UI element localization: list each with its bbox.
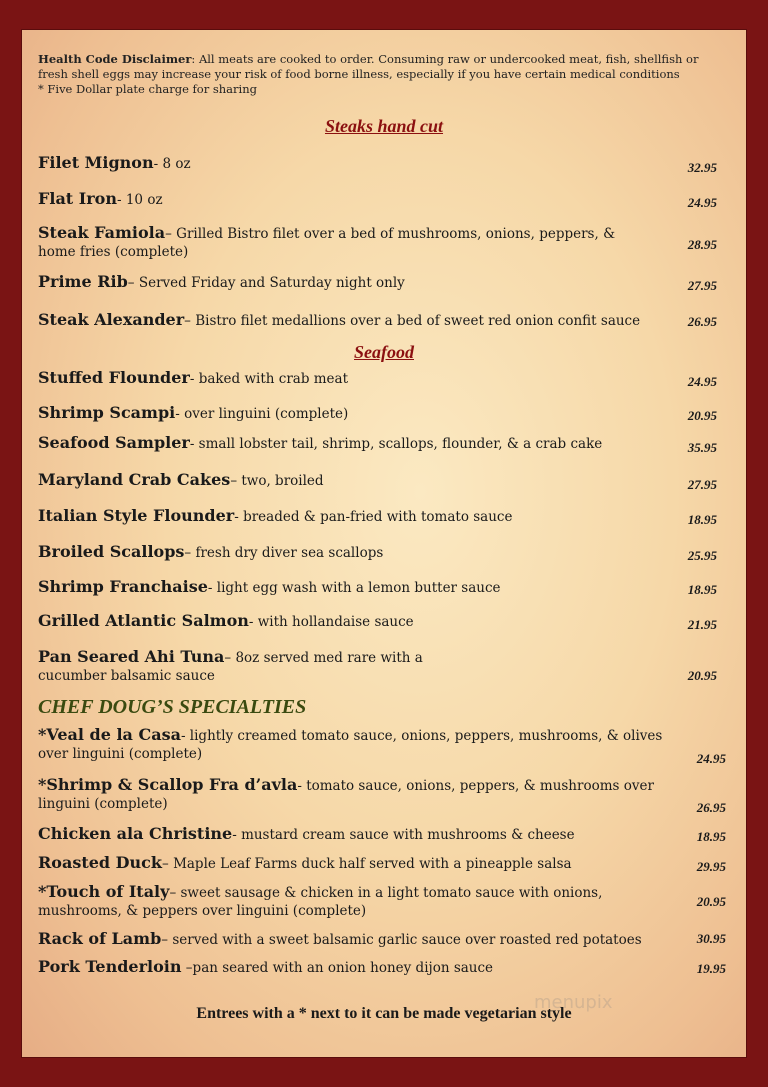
menu-item: Grilled Atlantic Salmon- with hollandaise sauce (38, 611, 414, 630)
item-name: Broiled Scallops (38, 542, 185, 561)
item-name: Rack of Lamb (38, 929, 162, 948)
item-name: Roasted Duck (38, 853, 163, 872)
menu-item: Flat Iron- 10 oz (38, 189, 163, 208)
menu-item: Stuffed Flounder- baked with crab meat (38, 368, 349, 387)
item-desc: tomato sauce, onions, peppers, & mushrooms over linguini (complete) (38, 778, 654, 812)
menu-item: Chicken ala Christine- mustard cream sauce with mushrooms & cheese (38, 824, 575, 843)
menu-item: Broiled Scallops– fresh dry diver sea scallops (38, 542, 384, 561)
item-name: Shrimp Scampi (38, 403, 176, 422)
item-price: 20.95 (696, 894, 726, 909)
menu-item: Pork Tenderloin –pan seared with an onion honey dijon sauce (38, 957, 494, 976)
menu-item: Filet Mignon- 8 oz (38, 153, 191, 172)
item-desc: Bistro filet medallions over a bed of sweet red onion confit sauce (195, 313, 641, 329)
item-desc: Grilled Bistro filet over a bed of mushrooms, onions, peppers, & home fries (complete) (38, 226, 616, 260)
menu-item: Maryland Crab Cakes– two, broiled (38, 470, 324, 489)
item-desc: pan seared with an onion honey dijon sauce (192, 960, 494, 976)
item-name: Steak Alexander (38, 310, 185, 329)
item-price: 27.95 (687, 477, 717, 492)
menu-item: Roasted Duck– Maple Leaf Farms duck half served with a pineapple salsa (38, 853, 572, 872)
item-price: 20.95 (687, 408, 717, 423)
menu-item: Seafood Sampler- small lobster tail, shrimp, scallops, flounder, & a crab cake (38, 433, 603, 452)
item-desc: mustard cream sauce with mushrooms & cheese (241, 827, 575, 843)
section-title-chef-specialties: CHEF DOUG’S SPECIALTIES (38, 696, 307, 718)
item-desc: over linguini (complete) (184, 406, 349, 422)
item-desc: served with a sweet balsamic garlic sauce over roasted red potatoes (172, 932, 642, 948)
item-name: Pan Seared Ahi Tuna (38, 647, 225, 666)
item-name: Seafood Sampler (38, 433, 190, 452)
item-price: 28.95 (687, 237, 717, 252)
item-name: Steak Famiola (38, 223, 166, 242)
item-price: 19.95 (696, 961, 726, 976)
menu-item: Prime Rib– Served Friday and Saturday night only (38, 272, 405, 291)
item-desc: fresh dry diver sea scallops (195, 545, 384, 561)
item-name: Grilled Atlantic Salmon (38, 611, 249, 630)
item-name: Shrimp Franchaise (38, 577, 208, 596)
section-title-steaks: Steaks hand cut (324, 116, 444, 136)
item-name: Stuffed Flounder (38, 368, 190, 387)
item-price: 29.95 (696, 859, 726, 874)
item-name: *Veal de la Casa (38, 725, 181, 744)
item-desc: 10 oz (125, 192, 163, 208)
menu-item: *Shrimp & Scallop Fra d’avla- tomato sauce, onions, peppers, & mushrooms over linguini (complete) (38, 775, 654, 812)
item-desc: with hollandaise sauce (257, 614, 414, 630)
disclaimer-label: Health Code Disclaimer (38, 52, 192, 66)
item-price: 25.95 (687, 548, 717, 563)
menu-item: Pan Seared Ahi Tuna– 8oz served med rare with a cucumber balsamic sauce (38, 647, 423, 684)
item-desc: breaded & pan-fried with tomato sauce (243, 509, 513, 525)
item-name: Flat Iron (38, 189, 117, 208)
item-desc: small lobster tail, shrimp, scallops, flounder, & a crab cake (198, 436, 603, 452)
menu-item: *Veal de la Casa- lightly creamed tomato sauce, onions, peppers, mushrooms, & olives over linguini (complete) (38, 725, 663, 762)
item-price: 26.95 (696, 800, 726, 815)
item-desc: sweet sausage & chicken in a light tomato sauce with onions, mushrooms, & peppers over linguini (complete) (38, 885, 603, 919)
item-desc: Maple Leaf Farms duck half served with a pineapple salsa (173, 856, 572, 872)
menu-item: Steak Alexander– Bistro filet medallions over a bed of sweet red onion confit sauce (38, 310, 641, 329)
item-price: 30.95 (696, 931, 726, 946)
item-desc: lightly creamed tomato sauce, onions, peppers, mushrooms, & olives over linguini (complete) (38, 728, 663, 762)
item-name: Chicken ala Christine (38, 824, 233, 843)
menu-item: Steak Famiola– Grilled Bistro filet over a bed of mushrooms, onions, peppers, & home fries (complete) (38, 223, 616, 260)
item-price: 18.95 (687, 512, 717, 527)
section-title-seafood: Seafood (354, 342, 414, 362)
item-name: *Shrimp & Scallop Fra d’avla (38, 775, 298, 794)
item-price: 24.95 (696, 751, 726, 766)
item-name: Italian Style Flounder (38, 506, 235, 525)
menu-item: *Touch of Italy– sweet sausage & chicken in a light tomato sauce with onions, mushrooms, & peppers over linguini (complete) (38, 882, 603, 919)
item-price: 21.95 (687, 617, 717, 632)
watermark: menupix (534, 992, 613, 1013)
item-desc: baked with crab meat (198, 371, 349, 387)
item-desc: two, broiled (241, 473, 324, 489)
vegetarian-footnote: Entrees with a * next to it can be made vegetarian style (196, 1005, 572, 1022)
item-price: 27.95 (687, 278, 717, 293)
menu-item: Shrimp Scampi- over linguini (complete) (38, 403, 349, 422)
item-name: Prime Rib (38, 272, 128, 291)
item-price: 18.95 (696, 829, 726, 844)
item-price: 18.95 (687, 582, 717, 597)
item-desc: light egg wash with a lemon butter sauce (216, 580, 501, 596)
item-desc: Served Friday and Saturday night only (138, 275, 405, 291)
item-desc: 8oz served med rare with a cucumber balsamic sauce (38, 650, 423, 684)
item-name: Pork Tenderloin (38, 957, 182, 976)
menu-item: Italian Style Flounder- breaded & pan-fried with tomato sauce (38, 506, 513, 525)
health-disclaimer (38, 52, 728, 97)
item-name: Filet Mignon (38, 153, 154, 172)
item-price: 24.95 (687, 374, 717, 389)
menu-item: Rack of Lamb– served with a sweet balsamic garlic sauce over roasted red potatoes (38, 929, 642, 948)
item-price: 24.95 (687, 195, 717, 210)
item-desc: 8 oz (162, 156, 191, 172)
menu-page (22, 30, 746, 1057)
disclaimer-text: : All meats are cooked to order. Consuming raw or undercooked meat, fish, shellfish or fresh shell eggs may increase your risk of food borne illness, especially if you have certain medical conditions (38, 52, 699, 81)
item-name: Maryland Crab Cakes (38, 470, 231, 489)
item-price: 26.95 (687, 314, 717, 329)
item-price: 20.95 (687, 668, 717, 683)
menu-item: Shrimp Franchaise- light egg wash with a lemon butter sauce (38, 577, 501, 596)
item-name: *Touch of Italy (38, 882, 170, 901)
sharing-note: * Five Dollar plate charge for sharing (38, 82, 257, 96)
item-price: 32.95 (687, 160, 717, 175)
item-price: 35.95 (687, 440, 717, 455)
